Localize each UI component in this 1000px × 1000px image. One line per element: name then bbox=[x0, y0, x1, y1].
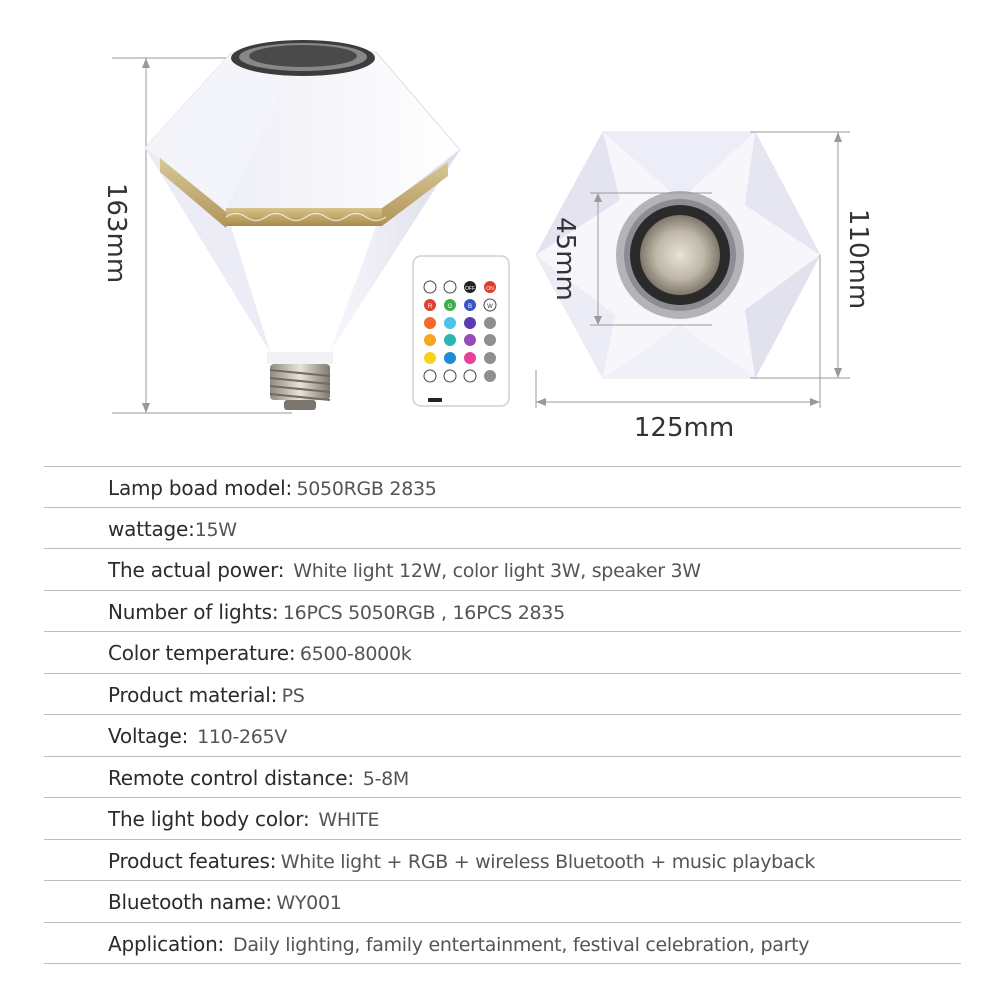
color-button bbox=[444, 352, 456, 364]
spec-value: White light + RGB + wireless Bluetooth + music playback bbox=[280, 850, 816, 873]
svg-text:B: B bbox=[467, 304, 473, 310]
mode-button bbox=[484, 334, 496, 346]
spec-value: PS bbox=[281, 684, 305, 707]
spec-label: Lamp boad model: bbox=[108, 476, 292, 500]
mode-button bbox=[484, 317, 496, 329]
spec-row bbox=[44, 840, 961, 882]
brightness-down-icon bbox=[424, 281, 436, 293]
spec-row bbox=[44, 591, 961, 633]
spec-value: WY001 bbox=[276, 892, 342, 914]
color-button bbox=[464, 334, 476, 346]
spec-row bbox=[44, 466, 961, 508]
spec-label: Application: bbox=[108, 931, 225, 956]
volume-down-icon bbox=[424, 370, 436, 382]
spec-row bbox=[44, 508, 961, 550]
width-label: 125mm bbox=[633, 413, 735, 443]
spec-label: Product features: bbox=[108, 848, 277, 873]
color-button bbox=[464, 352, 476, 364]
mode-button bbox=[484, 370, 496, 382]
color-button bbox=[444, 317, 456, 329]
spec-value: 5-8M bbox=[362, 767, 410, 790]
spec-row bbox=[44, 757, 961, 799]
product-illustration bbox=[0, 0, 1000, 460]
depth-label: 110mm bbox=[843, 208, 873, 310]
spec-row bbox=[44, 715, 961, 757]
spec-label: Voltage: bbox=[108, 724, 189, 748]
brightness-up-icon bbox=[444, 281, 456, 293]
svg-text:ON: ON bbox=[486, 286, 494, 292]
color-button bbox=[444, 334, 456, 346]
spec-row bbox=[44, 674, 961, 716]
spec-row bbox=[44, 923, 961, 965]
spec-label: Product material: bbox=[108, 682, 278, 707]
mode-button bbox=[484, 352, 496, 364]
spec-value: 5050RGB 2835 bbox=[296, 478, 437, 500]
svg-text:OFF: OFF bbox=[465, 286, 475, 292]
spec-label: The actual power: bbox=[108, 558, 285, 582]
spec-value: White light 12W, color light 3W, speaker 3W bbox=[293, 560, 701, 582]
svg-text:G: G bbox=[447, 304, 453, 310]
spec-row bbox=[44, 798, 961, 840]
remote-control bbox=[413, 256, 509, 406]
color-button bbox=[424, 352, 436, 364]
spec-table bbox=[44, 466, 961, 964]
height-label: 163mm bbox=[101, 182, 131, 284]
spec-label: Number of lights: bbox=[108, 599, 279, 624]
spec-value: 16PCS 5050RGB , 16PCS 2835 bbox=[282, 601, 565, 624]
spec-value: 15W bbox=[194, 518, 237, 541]
spec-label: The light body color: bbox=[108, 807, 310, 831]
speaker-label: 45mm bbox=[550, 217, 580, 301]
spec-value: WHITE bbox=[318, 809, 380, 831]
volume-up-icon bbox=[464, 370, 476, 382]
spec-row bbox=[44, 881, 961, 923]
spec-row bbox=[44, 549, 961, 591]
product-figure bbox=[0, 0, 1000, 460]
color-button bbox=[464, 317, 476, 329]
svg-text:R: R bbox=[427, 304, 433, 310]
spec-value: Daily lighting, family entertainment, festival celebration, party bbox=[232, 933, 810, 956]
play-pause-icon bbox=[444, 370, 456, 382]
spec-value: 110-265V bbox=[197, 726, 288, 748]
svg-text:W: W bbox=[487, 304, 493, 310]
spec-label: Bluetooth name: bbox=[108, 890, 272, 914]
color-button bbox=[424, 334, 436, 346]
screw-base bbox=[270, 364, 330, 410]
spec-label: wattage: bbox=[108, 516, 195, 541]
spec-value: 6500-8000k bbox=[299, 643, 412, 665]
spec-row bbox=[44, 632, 961, 674]
color-button bbox=[424, 317, 436, 329]
spec-label: Remote control distance: bbox=[108, 765, 354, 790]
spec-label: Color temperature: bbox=[108, 641, 296, 665]
